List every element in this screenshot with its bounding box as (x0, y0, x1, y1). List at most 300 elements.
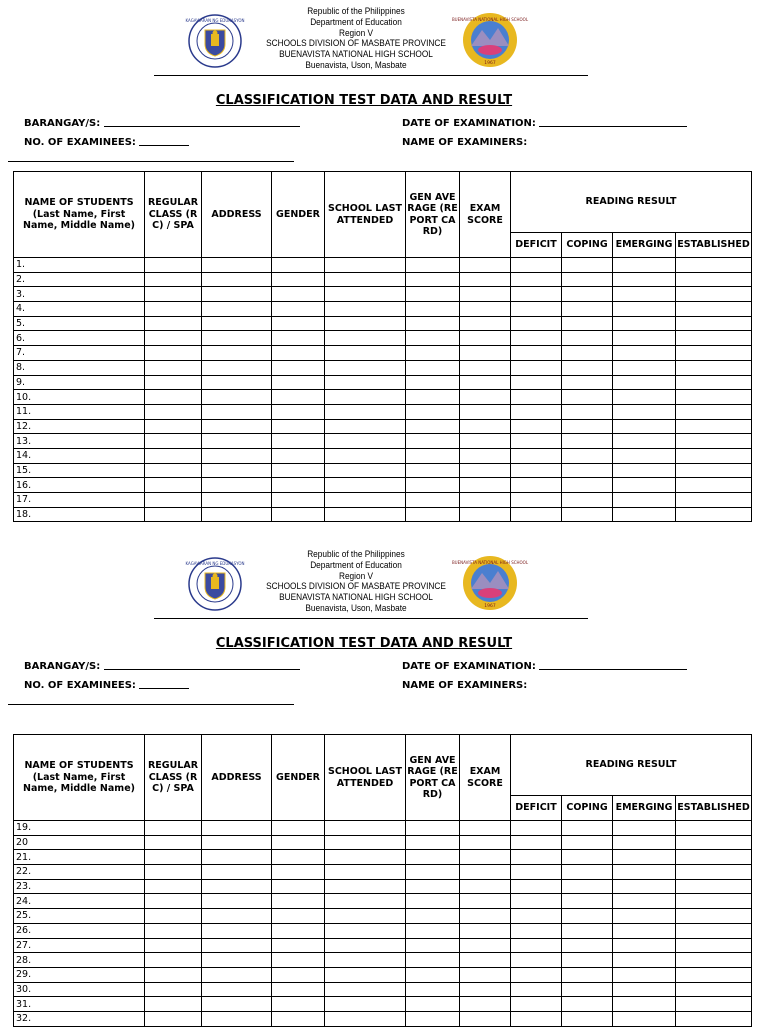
table-cell[interactable] (511, 390, 562, 405)
table-cell[interactable] (613, 302, 676, 317)
table-cell[interactable] (325, 419, 406, 434)
table-cell[interactable] (406, 287, 460, 302)
row-number-cell[interactable]: 25. (14, 909, 145, 924)
table-cell[interactable] (145, 923, 202, 938)
table-cell[interactable] (272, 865, 325, 880)
table-cell[interactable] (613, 953, 676, 968)
table-cell[interactable] (202, 982, 272, 997)
row-number-cell[interactable]: 14. (14, 448, 145, 463)
table-cell[interactable] (511, 953, 562, 968)
table-cell[interactable] (562, 821, 613, 836)
table-cell[interactable] (676, 835, 752, 850)
table-cell[interactable] (202, 331, 272, 346)
barangay-blank[interactable] (104, 669, 300, 670)
table-cell[interactable] (145, 997, 202, 1012)
table-cell[interactable] (202, 463, 272, 478)
table-cell[interactable] (325, 909, 406, 924)
table-cell[interactable] (511, 1011, 562, 1026)
table-cell[interactable] (460, 302, 511, 317)
row-number-cell[interactable]: 1. (14, 258, 145, 273)
table-cell[interactable] (145, 1011, 202, 1026)
table-cell[interactable] (460, 493, 511, 508)
table-cell[interactable] (511, 865, 562, 880)
table-cell[interactable] (145, 894, 202, 909)
table-cell[interactable] (325, 404, 406, 419)
row-number-cell[interactable]: 32. (14, 1011, 145, 1026)
row-number-cell[interactable]: 5. (14, 316, 145, 331)
table-cell[interactable] (145, 419, 202, 434)
table-cell[interactable] (460, 419, 511, 434)
table-cell[interactable] (613, 982, 676, 997)
table-cell[interactable] (511, 894, 562, 909)
table-cell[interactable] (272, 879, 325, 894)
table-cell[interactable] (676, 419, 752, 434)
table-cell[interactable] (325, 478, 406, 493)
table-cell[interactable] (145, 360, 202, 375)
table-cell[interactable] (202, 909, 272, 924)
table-cell[interactable] (562, 419, 613, 434)
table-cell[interactable] (406, 272, 460, 287)
table-cell[interactable] (676, 287, 752, 302)
table-cell[interactable] (145, 390, 202, 405)
table-cell[interactable] (562, 850, 613, 865)
table-cell[interactable] (272, 375, 325, 390)
table-cell[interactable] (325, 463, 406, 478)
table-cell[interactable] (511, 302, 562, 317)
table-cell[interactable] (406, 507, 460, 522)
table-cell[interactable] (613, 287, 676, 302)
table-cell[interactable] (676, 404, 752, 419)
table-cell[interactable] (460, 448, 511, 463)
table-cell[interactable] (562, 434, 613, 449)
row-number-cell[interactable]: 22. (14, 865, 145, 880)
table-cell[interactable] (325, 835, 406, 850)
table-cell[interactable] (511, 272, 562, 287)
table-cell[interactable] (272, 894, 325, 909)
table-cell[interactable] (202, 997, 272, 1012)
table-cell[interactable] (460, 982, 511, 997)
table-cell[interactable] (406, 923, 460, 938)
table-cell[interactable] (272, 448, 325, 463)
table-cell[interactable] (202, 967, 272, 982)
table-cell[interactable] (325, 360, 406, 375)
table-cell[interactable] (202, 287, 272, 302)
table-cell[interactable] (202, 894, 272, 909)
table-cell[interactable] (272, 493, 325, 508)
table-cell[interactable] (460, 287, 511, 302)
table-cell[interactable] (202, 302, 272, 317)
row-number-cell[interactable]: 3. (14, 287, 145, 302)
table-cell[interactable] (202, 390, 272, 405)
table-cell[interactable] (676, 272, 752, 287)
table-cell[interactable] (562, 997, 613, 1012)
table-cell[interactable] (562, 923, 613, 938)
table-cell[interactable] (613, 434, 676, 449)
table-cell[interactable] (272, 953, 325, 968)
table-cell[interactable] (406, 967, 460, 982)
table-cell[interactable] (272, 419, 325, 434)
table-cell[interactable] (676, 258, 752, 273)
table-cell[interactable] (406, 982, 460, 997)
table-cell[interactable] (202, 850, 272, 865)
table-cell[interactable] (613, 390, 676, 405)
table-cell[interactable] (202, 821, 272, 836)
table-cell[interactable] (202, 835, 272, 850)
row-number-cell[interactable]: 12. (14, 419, 145, 434)
table-cell[interactable] (511, 448, 562, 463)
table-cell[interactable] (325, 272, 406, 287)
table-cell[interactable] (676, 953, 752, 968)
table-cell[interactable] (460, 850, 511, 865)
table-cell[interactable] (272, 1011, 325, 1026)
table-cell[interactable] (562, 1011, 613, 1026)
date-exam-blank[interactable] (539, 669, 687, 670)
table-cell[interactable] (613, 865, 676, 880)
table-cell[interactable] (511, 258, 562, 273)
table-cell[interactable] (406, 390, 460, 405)
table-cell[interactable] (272, 390, 325, 405)
row-number-cell[interactable]: 29. (14, 967, 145, 982)
examiners-blank[interactable] (8, 161, 294, 162)
table-cell[interactable] (676, 850, 752, 865)
row-number-cell[interactable]: 11. (14, 404, 145, 419)
table-cell[interactable] (460, 821, 511, 836)
table-cell[interactable] (562, 909, 613, 924)
table-cell[interactable] (145, 953, 202, 968)
table-cell[interactable] (562, 272, 613, 287)
table-cell[interactable] (562, 953, 613, 968)
table-cell[interactable] (145, 821, 202, 836)
table-cell[interactable] (676, 909, 752, 924)
row-number-cell[interactable]: 8. (14, 360, 145, 375)
row-number-cell[interactable]: 28. (14, 953, 145, 968)
table-cell[interactable] (460, 316, 511, 331)
row-number-cell[interactable]: 20 (14, 835, 145, 850)
table-cell[interactable] (511, 419, 562, 434)
table-cell[interactable] (511, 997, 562, 1012)
table-cell[interactable] (145, 982, 202, 997)
table-cell[interactable] (676, 507, 752, 522)
table-cell[interactable] (613, 997, 676, 1012)
table-cell[interactable] (613, 360, 676, 375)
table-cell[interactable] (325, 821, 406, 836)
table-cell[interactable] (613, 894, 676, 909)
table-cell[interactable] (406, 909, 460, 924)
table-cell[interactable] (202, 419, 272, 434)
table-cell[interactable] (145, 865, 202, 880)
table-cell[interactable] (562, 463, 613, 478)
table-cell[interactable] (613, 419, 676, 434)
table-cell[interactable] (145, 967, 202, 982)
table-cell[interactable] (562, 493, 613, 508)
table-cell[interactable] (460, 478, 511, 493)
table-cell[interactable] (676, 331, 752, 346)
table-cell[interactable] (562, 331, 613, 346)
table-cell[interactable] (145, 507, 202, 522)
table-cell[interactable] (613, 507, 676, 522)
table-cell[interactable] (272, 835, 325, 850)
table-cell[interactable] (676, 923, 752, 938)
date-exam-blank[interactable] (539, 126, 687, 127)
table-cell[interactable] (325, 967, 406, 982)
table-cell[interactable] (325, 316, 406, 331)
table-cell[interactable] (562, 302, 613, 317)
table-cell[interactable] (676, 346, 752, 361)
table-cell[interactable] (272, 982, 325, 997)
table-cell[interactable] (145, 331, 202, 346)
table-cell[interactable] (406, 463, 460, 478)
table-cell[interactable] (613, 478, 676, 493)
table-cell[interactable] (562, 404, 613, 419)
table-cell[interactable] (676, 1011, 752, 1026)
row-number-cell[interactable]: 4. (14, 302, 145, 317)
table-cell[interactable] (202, 478, 272, 493)
table-cell[interactable] (676, 894, 752, 909)
table-cell[interactable] (145, 493, 202, 508)
table-cell[interactable] (145, 287, 202, 302)
table-cell[interactable] (562, 967, 613, 982)
table-cell[interactable] (613, 448, 676, 463)
table-cell[interactable] (272, 346, 325, 361)
table-cell[interactable] (562, 258, 613, 273)
table-cell[interactable] (202, 448, 272, 463)
table-cell[interactable] (562, 982, 613, 997)
barangay-blank[interactable] (104, 126, 300, 127)
table-cell[interactable] (511, 346, 562, 361)
table-cell[interactable] (460, 923, 511, 938)
table-cell[interactable] (272, 507, 325, 522)
table-cell[interactable] (406, 375, 460, 390)
table-cell[interactable] (676, 865, 752, 880)
table-cell[interactable] (406, 997, 460, 1012)
table-cell[interactable] (613, 923, 676, 938)
table-cell[interactable] (406, 821, 460, 836)
table-cell[interactable] (406, 865, 460, 880)
table-cell[interactable] (406, 404, 460, 419)
table-cell[interactable] (511, 434, 562, 449)
table-cell[interactable] (460, 375, 511, 390)
table-cell[interactable] (272, 463, 325, 478)
table-cell[interactable] (272, 923, 325, 938)
table-cell[interactable] (145, 835, 202, 850)
table-cell[interactable] (562, 360, 613, 375)
table-cell[interactable] (613, 967, 676, 982)
table-cell[interactable] (460, 390, 511, 405)
table-cell[interactable] (562, 375, 613, 390)
table-cell[interactable] (145, 879, 202, 894)
row-number-cell[interactable]: 10. (14, 390, 145, 405)
table-cell[interactable] (613, 821, 676, 836)
table-cell[interactable] (511, 835, 562, 850)
examiners-blank[interactable] (8, 704, 294, 705)
table-cell[interactable] (676, 302, 752, 317)
table-cell[interactable] (272, 302, 325, 317)
table-cell[interactable] (145, 850, 202, 865)
table-cell[interactable] (460, 1011, 511, 1026)
table-cell[interactable] (676, 997, 752, 1012)
table-cell[interactable] (325, 258, 406, 273)
table-cell[interactable] (511, 938, 562, 953)
table-cell[interactable] (613, 346, 676, 361)
table-cell[interactable] (325, 390, 406, 405)
table-cell[interactable] (460, 331, 511, 346)
table-cell[interactable] (613, 463, 676, 478)
table-cell[interactable] (613, 272, 676, 287)
table-cell[interactable] (562, 478, 613, 493)
row-number-cell[interactable]: 17. (14, 493, 145, 508)
table-cell[interactable] (325, 997, 406, 1012)
table-cell[interactable] (460, 909, 511, 924)
table-cell[interactable] (460, 879, 511, 894)
table-cell[interactable] (272, 272, 325, 287)
table-cell[interactable] (202, 375, 272, 390)
table-cell[interactable] (325, 375, 406, 390)
table-cell[interactable] (676, 493, 752, 508)
table-cell[interactable] (562, 316, 613, 331)
table-cell[interactable] (325, 346, 406, 361)
num-examinees-blank[interactable] (139, 688, 189, 689)
table-cell[interactable] (676, 463, 752, 478)
table-cell[interactable] (460, 346, 511, 361)
table-cell[interactable] (676, 448, 752, 463)
row-number-cell[interactable]: 21. (14, 850, 145, 865)
table-cell[interactable] (272, 434, 325, 449)
table-cell[interactable] (460, 258, 511, 273)
table-cell[interactable] (460, 967, 511, 982)
table-cell[interactable] (676, 982, 752, 997)
table-cell[interactable] (406, 434, 460, 449)
row-number-cell[interactable]: 6. (14, 331, 145, 346)
table-cell[interactable] (460, 997, 511, 1012)
table-cell[interactable] (325, 507, 406, 522)
table-cell[interactable] (325, 434, 406, 449)
table-cell[interactable] (272, 287, 325, 302)
table-cell[interactable] (325, 879, 406, 894)
row-number-cell[interactable]: 2. (14, 272, 145, 287)
table-cell[interactable] (460, 360, 511, 375)
table-cell[interactable] (562, 938, 613, 953)
table-cell[interactable] (145, 463, 202, 478)
table-cell[interactable] (460, 434, 511, 449)
table-cell[interactable] (406, 953, 460, 968)
table-cell[interactable] (202, 507, 272, 522)
table-cell[interactable] (562, 346, 613, 361)
table-cell[interactable] (406, 938, 460, 953)
table-cell[interactable] (325, 302, 406, 317)
table-cell[interactable] (325, 865, 406, 880)
table-cell[interactable] (145, 302, 202, 317)
table-cell[interactable] (406, 258, 460, 273)
table-cell[interactable] (460, 865, 511, 880)
table-cell[interactable] (406, 879, 460, 894)
table-cell[interactable] (460, 272, 511, 287)
table-cell[interactable] (145, 938, 202, 953)
table-cell[interactable] (460, 953, 511, 968)
table-cell[interactable] (613, 835, 676, 850)
table-cell[interactable] (613, 316, 676, 331)
table-cell[interactable] (613, 850, 676, 865)
table-cell[interactable] (676, 967, 752, 982)
num-examinees-blank[interactable] (139, 145, 189, 146)
table-cell[interactable] (272, 909, 325, 924)
table-cell[interactable] (145, 258, 202, 273)
table-cell[interactable] (676, 390, 752, 405)
table-cell[interactable] (145, 434, 202, 449)
table-cell[interactable] (406, 316, 460, 331)
table-cell[interactable] (202, 316, 272, 331)
table-cell[interactable] (406, 302, 460, 317)
table-cell[interactable] (676, 821, 752, 836)
table-cell[interactable] (460, 507, 511, 522)
row-number-cell[interactable]: 31. (14, 997, 145, 1012)
table-cell[interactable] (325, 287, 406, 302)
table-cell[interactable] (145, 346, 202, 361)
row-number-cell[interactable]: 13. (14, 434, 145, 449)
table-cell[interactable] (202, 938, 272, 953)
table-cell[interactable] (511, 982, 562, 997)
table-cell[interactable] (272, 478, 325, 493)
table-cell[interactable] (406, 360, 460, 375)
table-cell[interactable] (325, 850, 406, 865)
table-cell[interactable] (202, 346, 272, 361)
table-cell[interactable] (562, 390, 613, 405)
table-cell[interactable] (325, 953, 406, 968)
table-cell[interactable] (406, 478, 460, 493)
table-cell[interactable] (613, 1011, 676, 1026)
table-cell[interactable] (325, 982, 406, 997)
table-cell[interactable] (145, 272, 202, 287)
table-cell[interactable] (562, 448, 613, 463)
table-cell[interactable] (562, 894, 613, 909)
table-cell[interactable] (511, 967, 562, 982)
table-cell[interactable] (202, 923, 272, 938)
table-cell[interactable] (460, 835, 511, 850)
table-cell[interactable] (511, 850, 562, 865)
table-cell[interactable] (145, 404, 202, 419)
table-cell[interactable] (272, 404, 325, 419)
table-cell[interactable] (325, 923, 406, 938)
table-cell[interactable] (613, 404, 676, 419)
table-cell[interactable] (613, 909, 676, 924)
table-cell[interactable] (511, 287, 562, 302)
row-number-cell[interactable]: 30. (14, 982, 145, 997)
table-cell[interactable] (613, 879, 676, 894)
table-cell[interactable] (202, 865, 272, 880)
table-cell[interactable] (406, 835, 460, 850)
table-cell[interactable] (272, 258, 325, 273)
table-cell[interactable] (202, 258, 272, 273)
table-cell[interactable] (202, 404, 272, 419)
table-cell[interactable] (272, 821, 325, 836)
row-number-cell[interactable]: 26. (14, 923, 145, 938)
row-number-cell[interactable]: 23. (14, 879, 145, 894)
table-cell[interactable] (145, 478, 202, 493)
table-cell[interactable] (325, 894, 406, 909)
table-cell[interactable] (676, 434, 752, 449)
table-cell[interactable] (272, 850, 325, 865)
table-cell[interactable] (272, 360, 325, 375)
table-cell[interactable] (511, 507, 562, 522)
table-cell[interactable] (511, 493, 562, 508)
table-cell[interactable] (511, 478, 562, 493)
row-number-cell[interactable]: 18. (14, 507, 145, 522)
table-cell[interactable] (202, 493, 272, 508)
table-cell[interactable] (511, 316, 562, 331)
table-cell[interactable] (562, 507, 613, 522)
row-number-cell[interactable]: 9. (14, 375, 145, 390)
table-cell[interactable] (406, 448, 460, 463)
table-cell[interactable] (406, 419, 460, 434)
